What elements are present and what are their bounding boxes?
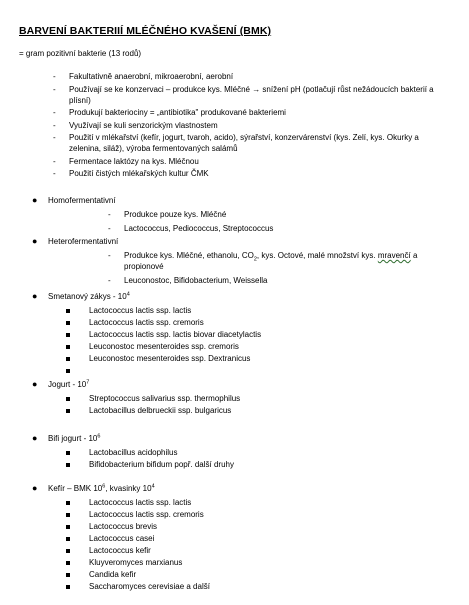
square-bullet-icon [66, 549, 70, 553]
list-item: Lactobacillus delbrueckii ssp. bulgaricus [29, 405, 454, 417]
bullet-icon: ● [32, 433, 38, 443]
square-bullet-icon [66, 409, 70, 413]
organism-list [29, 305, 454, 377]
list-item: - Fakultativně anaerobní, mikroaerobní, aerobní [53, 72, 234, 81]
list-item: Leuconostoc mesenteroides ssp. Dextranicus [29, 353, 454, 365]
property-list [53, 71, 453, 181]
square-bullet-icon [66, 585, 70, 589]
list-item: Lactococcus kefir [29, 545, 454, 557]
square-bullet-icon [66, 537, 70, 541]
square-bullet-icon [66, 397, 70, 401]
list-item: Candida kefir [29, 569, 454, 581]
square-bullet-icon [66, 451, 70, 455]
list-item: Leuconostoc mesenteroides ssp. cremoris [29, 341, 454, 353]
section-heading: Homofermentativní [48, 196, 116, 205]
document-title: BARVENÍ BAKTERIIÍ MLÉČNÉHO KVAŠENÍ (BMK) [19, 25, 272, 37]
square-bullet-icon [66, 573, 70, 577]
list-item: - Využívají se kuli senzorickým vlastnostem [53, 120, 218, 130]
list-item: Lactococcus lactis ssp. cremoris [29, 317, 454, 329]
section-heterofermentative [29, 236, 454, 286]
list-item: - Použití v mlékařství (kefír, jogurt, tvaroh, acido), sýrařství, konzervárenství (kys. Zelí, kys. Okurky a zelenina, siláž), výroba fermentovaných salámů [53, 133, 419, 153]
dash-marker: - [53, 108, 56, 117]
bullet-icon: ● [32, 483, 38, 493]
square-bullet-icon [66, 369, 70, 373]
list-item: Lactococcus casei [29, 533, 454, 545]
organism-list [29, 497, 454, 593]
dash-marker: - [53, 169, 56, 178]
list-item: Lactococcus lactis ssp. cremoris [29, 509, 454, 521]
organism-list [29, 447, 454, 471]
section-jogurt: ● Jogurt - $10^7$ Streptococcus salivarius ssp. thermophilus Lactobacillus delbrueckii ssp. bulgaricus [29, 379, 454, 417]
section-heading: Smetanový zákys - 10 [48, 292, 127, 301]
list-item [29, 365, 454, 377]
bullet-icon: ● [32, 236, 38, 246]
list-item: Lactococcus brevis [29, 521, 454, 533]
intro-definition: = gram pozitivní bakterie (13 rodů) [19, 49, 142, 58]
dash-marker: - [53, 133, 56, 142]
list-item: - Produkce kys. Mléčné, ethanolu, $CO_2$, kys. Octové, malé množství kys. mravenčí a propionové [108, 251, 418, 271]
list-item: Lactococcus lactis ssp. lactis biovar diacetylactis [29, 329, 454, 341]
square-bullet-icon [66, 345, 70, 349]
section-bifi-jogurt: ● Bifi jogurt - $10^6$ Lactobacillus acidophilus Bifidobacterium bifidum popř. další druhy [29, 433, 454, 471]
list-item: - Produkce pouze kys. Mléčné [108, 210, 227, 219]
list-item: Streptococcus salivarius ssp. thermophilus [29, 393, 454, 405]
organism-list [29, 393, 454, 417]
square-bullet-icon [66, 561, 70, 565]
dash-marker: - [53, 72, 56, 81]
list-item: - Použití čistých mlékařských kultur ČMK [53, 169, 209, 178]
list-item: Saccharomyces cerevisiae a další [29, 581, 454, 593]
square-bullet-icon [66, 357, 70, 361]
square-bullet-icon [66, 321, 70, 325]
dash-marker: - [108, 224, 111, 233]
spellcheck-word: mravenčí [377, 251, 411, 260]
list-item: Kluyveromyces marxianus [29, 557, 454, 569]
square-bullet-icon [66, 463, 70, 467]
list-item: Lactococcus lactis ssp. lactis [29, 305, 454, 317]
list-item: - Leuconostoc, Bifidobacterium, Weissella [108, 276, 268, 285]
section-smetanovy-zakys: ● Smetanový zákys - $10^4$ Lactococcus lactis ssp. lactis Lactococcus lactis ssp. cremoris Lactococcus lactis ssp. lactis biovar diacetylactis Leuconostoc mesenteroides ssp. cremoris Leuconostoc mesenteroides ssp. Dextranicus [29, 291, 454, 377]
list-item: - Produkují bakteriociny = „antibiotika" produkované bakteriemi [53, 108, 286, 117]
dash-marker: - [53, 156, 56, 166]
section-kefir: ● Kefír – BMK $10^6$, kvasinky $10^4$ Lactococcus lactis ssp. lactis Lactococcus lactis ssp. cremoris Lactococcus brevis Lactococcus casei Lactococcus kefir Kluyveromyces marxianus Candida kefir Saccharomyces cerevisiae a další [29, 483, 454, 593]
dash-marker: - [108, 210, 111, 219]
square-bullet-icon [66, 525, 70, 529]
list-item: Lactobacillus acidophilus [29, 447, 454, 459]
bullet-icon: ● [32, 379, 38, 389]
list-item: Bifidobacterium bifidum popř. další druhy [29, 459, 454, 471]
section-heading: Kefír – BMK 10 [48, 484, 103, 493]
section-heading: Heterofermentativní [48, 237, 119, 246]
dash-marker: - [108, 276, 111, 285]
dash-marker: - [53, 120, 56, 130]
section-heading: Jogurt - 10 [48, 380, 87, 389]
bullet-icon: ● [32, 291, 38, 301]
list-item: - Lactococcus, Pediococcus, Streptococcus [108, 224, 274, 233]
list-item: - Používají se ke konzervaci – produkce kys. Mléčné → snížení pH (potlačují růst nežádoucích bakterií a plísní) [53, 84, 434, 105]
section-homofermentative [29, 195, 454, 234]
list-item: - Fermentace laktózy na kys. Mléčnou [53, 156, 199, 166]
list-item: Lactococcus lactis ssp. lactis [29, 497, 454, 509]
section-heading: Bifi jogurt - 10 [48, 434, 98, 443]
square-bullet-icon [66, 309, 70, 313]
square-bullet-icon [66, 333, 70, 337]
square-bullet-icon [66, 501, 70, 505]
dash-marker: - [53, 84, 56, 94]
square-bullet-icon [66, 513, 70, 517]
dash-marker: - [108, 251, 111, 260]
bullet-icon: ● [32, 195, 38, 205]
